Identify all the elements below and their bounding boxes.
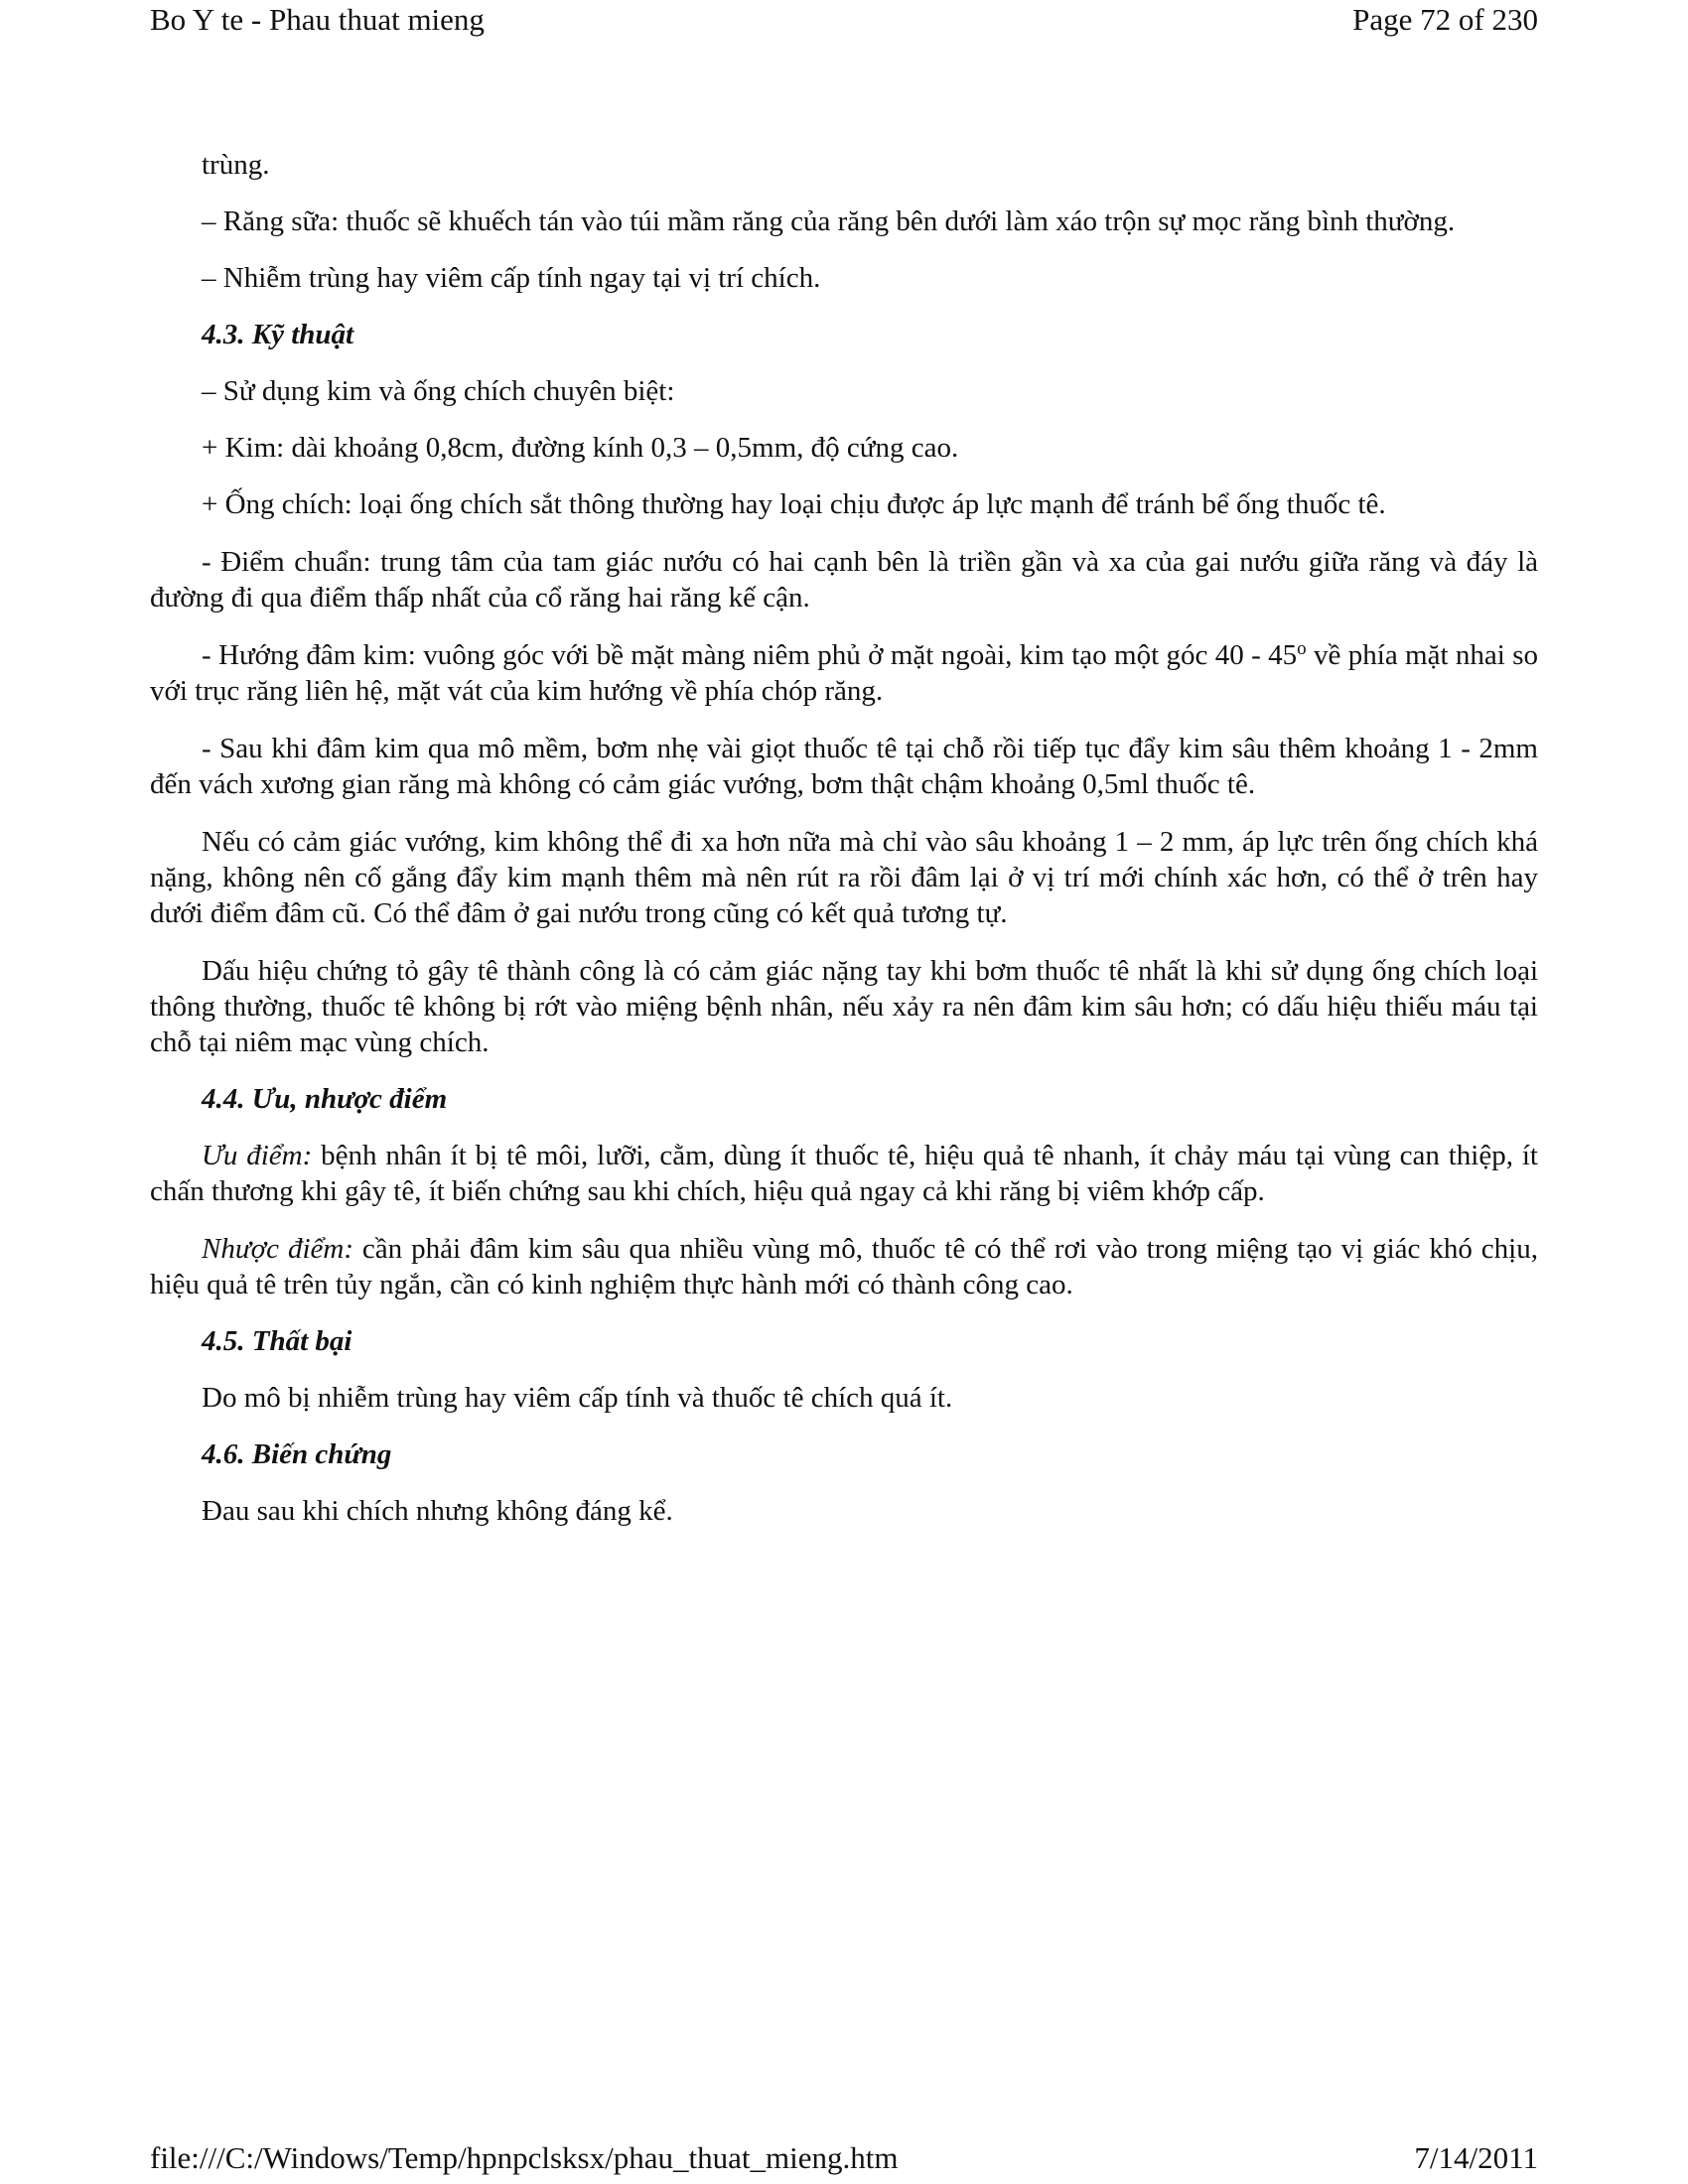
page-header — [150, 0, 1538, 40]
header-title: Bo Y te - Phau thuat mieng — [150, 2, 485, 37]
paragraph: trùng. — [202, 149, 270, 181]
degree-superscript: o — [1297, 638, 1307, 659]
paragraph-text: cần phải đâm kim sâu qua nhiều vùng mô, thuốc tê có thể rơi vào trong miệng tạo vị giác khó chịu, hiệu quả tê trên tủy ngắn, cần có kinh nghiệm thực hành mới có thành công cao. — [150, 1233, 1538, 1300]
paragraph: Dấu hiệu chứng tỏ gây tê thành công là có cảm giác nặng tay khi bơm thuốc tê nhất là khi sử dụng ống chích loại thông thường, thuốc tê không bị rớt vào miệng bệnh nhân, nếu xảy ra nên đâm kim sâu hơn; có dấu hiệu thiếu máu tại chỗ tại niêm mạc vùng chích. — [150, 955, 1538, 1058]
paragraph: - Sau khi đâm kim qua mô mềm, bơm nhẹ vài giọt thuốc tê tại chỗ rồi tiếp tục đẩy kim sâu thêm khoảng 1 - 2mm đến vách xương gian răng mà không có cảm giác vướng, bơm thật chậm khoảng 0,5ml thuốc tê. — [150, 733, 1538, 800]
paragraph: Đau sau khi chích nhưng không đáng kể. — [202, 1495, 673, 1527]
footer-file-path: file:///C:/Windows/Temp/hpnpclsksx/phau_thuat_mieng.htm — [150, 2140, 899, 2175]
advantages-label: Ưu điểm: — [202, 1140, 313, 1171]
paragraph — [150, 637, 1538, 709]
paragraph-text: bệnh nhân ít bị tê môi, lưỡi, cằm, dùng ít thuốc tê, hiệu quả tê nhanh, ít chảy máu tại vùng can thiệp, ít chấn thương khi gây tê, ít biến chứng sau khi chích, hiệu quả ngay cả khi răng bị viêm khớp cấp. — [150, 1140, 1538, 1207]
paragraph-text: - Hướng đâm kim: vuông góc với bề mặt màng niêm phủ ở mặt ngoài, kim tạo một góc 40 - 45 — [202, 639, 1298, 671]
section-heading: 4.3. Kỹ thuật — [202, 319, 354, 350]
paragraph: + Ống chích: loại ống chích sắt thông thường hay loại chịu được áp lực mạnh để tránh bể ống thuốc tê. — [202, 488, 1386, 520]
paragraph: – Sử dụng kim và ống chích chuyên biệt: — [202, 375, 675, 407]
paragraph: – Răng sữa: thuốc sẽ khuếch tán vào túi mầm răng của răng bên dưới làm xáo trộn sự mọc răng bình thường. — [202, 205, 1456, 237]
paragraph: Nếu có cảm giác vướng, kim không thể đi xa hơn nữa mà chỉ vào sâu khoảng 1 – 2 mm, áp lực trên ống chích khá nặng, không nên cố gắng đẩy kim mạnh thêm mà nên rút ra rồi đâm lại ở vị trí mới chính xác hơn, có thể ở trên hay dưới điểm đâm cũ. Có thể đâm ở gai nướu trong cũng có kết quả tương tự. — [150, 826, 1538, 929]
paragraph — [150, 1231, 1538, 1302]
paragraph: + Kim: dài khoảng 0,8cm, đường kính 0,3 – 0,5mm, độ cứng cao. — [202, 432, 959, 464]
footer-date: 7/14/2011 — [1414, 2140, 1538, 2175]
paragraph — [150, 1138, 1538, 1209]
section-heading: 4.5. Thất bại — [202, 1325, 352, 1357]
disadvantages-label: Nhược điểm: — [202, 1233, 353, 1265]
section-heading: 4.4. Ưu, nhược điểm — [202, 1083, 448, 1115]
paragraph: – Nhiễm trùng hay viêm cấp tính ngay tại vị trí chích. — [202, 262, 821, 294]
page-footer — [150, 2138, 1538, 2178]
header-page-number: Page 72 of 230 — [1352, 2, 1538, 37]
paragraph: - Điểm chuẩn: trung tâm của tam giác nướu có hai cạnh bên là triền gần và xa của gai nướu giữa răng và đáy là đường đi qua điểm thấp nhất của cổ răng hai răng kế cận. — [150, 546, 1538, 614]
paragraph: Do mô bị nhiễm trùng hay viêm cấp tính và thuốc tê chích quá ít. — [202, 1382, 953, 1414]
paragraph-text: về phía mặt nhai so với trục răng liên hệ, mặt vát của kim hướng về phía chóp răng. — [150, 639, 1538, 707]
document-body — [150, 147, 1538, 1529]
section-heading: 4.6. Biến chứng — [202, 1438, 392, 1470]
